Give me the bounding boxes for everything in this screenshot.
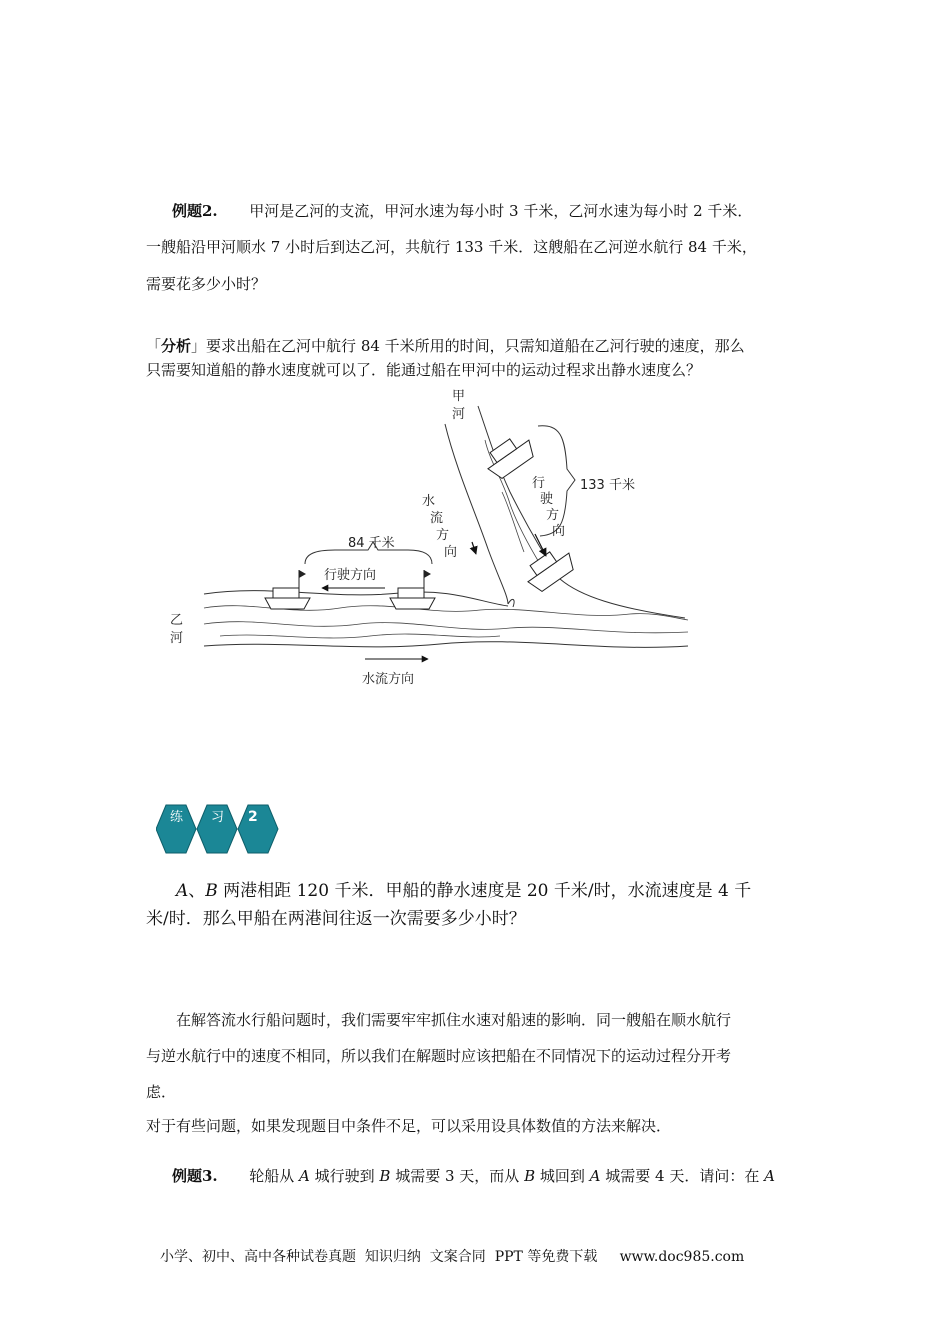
practice-hexagons [156,803,280,855]
yi-char-1: 乙 [170,613,184,628]
analysis-line1 [146,336,745,356]
analysis-bracket-close: 」 [191,337,207,355]
hex-label-3: 2 [248,809,258,825]
analysis-label: 分析 [161,337,192,355]
current-direction-horizontal: 水流方向 [362,672,415,687]
summary-line2: 与逆水航行中的速度不相同，所以我们在解题时应该把船在不同情况下的运动过程分开考 [146,1047,732,1065]
current-char-2: 流 [430,511,444,526]
example3-line1 [172,1166,775,1186]
practice-line1 [176,880,751,902]
example2-line3: 需要花多少小时？ [146,275,267,293]
analysis-bracket-open: 「 [146,337,162,355]
page-footer: 小学、初中、高中各种试卷真题 知识归纳 文案合同 PPT 等免费下载 www.doc985.com [160,1249,745,1265]
practice-text-1: 两港相距 120 千米．甲船的静水速度是 20 千米/时，水流速度是 4 千 [217,881,752,901]
example3-a2: A [589,1167,601,1185]
example3-label: 例题3. [172,1167,218,1185]
example3-t1: 轮船从 [249,1167,300,1185]
travel-char-3: 方 [546,508,560,523]
label-84-km: 84 千米 [348,536,395,551]
example3-a3: A [764,1167,775,1185]
travel-char-2: 驶 [540,492,554,507]
example3-t3: 城需要 3 天，而从 [390,1167,525,1185]
practice-point-b: B [205,881,218,901]
current-char-4: 向 [444,545,458,560]
example3-a1: A [299,1167,310,1185]
example3-b1: B [379,1167,391,1185]
analysis-text-1: 要求出船在乙河中航行 84 千米所用的时间，只需知道船在乙河行驶的速度，那么 [206,337,745,355]
travel-direction-vertical [532,472,572,539]
example2-line1 [172,201,752,221]
practice-point-a: A [176,881,189,901]
practice-separator: 、 [188,881,206,901]
current-char-1: 水 [422,494,436,509]
example3-b2: B [524,1167,536,1185]
current-char-3: 方 [436,528,450,543]
practice-line2: 米/时．那么甲船在两港间往返一次需要多少小时？ [146,909,526,929]
example2-line2: 一艘船沿甲河顺水 7 小时后到达乙河，共航行 133 千米．这艘船在乙河逆水航行 84 千米， [146,238,757,256]
yi-river-label [170,612,183,648]
practice-badge [156,803,280,859]
travel-char-4: 向 [552,524,566,539]
travel-char-1: 行 [532,476,546,491]
example2-label: 例题2. [172,202,218,220]
example3-t5: 城需要 4 天．请问：在 [600,1167,765,1185]
jia-char-1: 甲 [452,389,466,404]
jia-river-label [452,388,465,424]
example3-t4: 城回到 [535,1167,590,1185]
hex-label-1: 练 [170,810,184,825]
hexagon-3 [238,805,278,853]
label-133-km: 133 千米 [580,478,635,493]
travel-direction-horizontal: 行驶方向 [324,568,377,583]
current-direction-vertical [422,490,462,560]
summary-line4: 对于有些问题，如果发现题目中条件不足，可以采用设具体数值的方法来解决． [146,1117,672,1135]
river-figure [160,384,700,694]
summary-line3: 虑． [146,1083,177,1101]
example2-text-1: 甲河是乙河的支流，甲河水速为每小时 3 千米，乙河水速为每小时 2 千米． [249,202,753,220]
analysis-line2: 只需要知道船的静水速度就可以了．能通过船在甲河中的运动过程求出静水速度么？ [146,361,702,379]
yi-char-2: 河 [170,631,184,646]
hex-label-2: 习 [211,810,225,825]
summary-line1: 在解答流水行船问题时，我们需要牢牢抓住水速对船速的影响．同一艘船在顺水航行 [176,1011,732,1029]
example3-t2: 城行驶到 [309,1167,380,1185]
jia-char-2: 河 [452,407,466,422]
